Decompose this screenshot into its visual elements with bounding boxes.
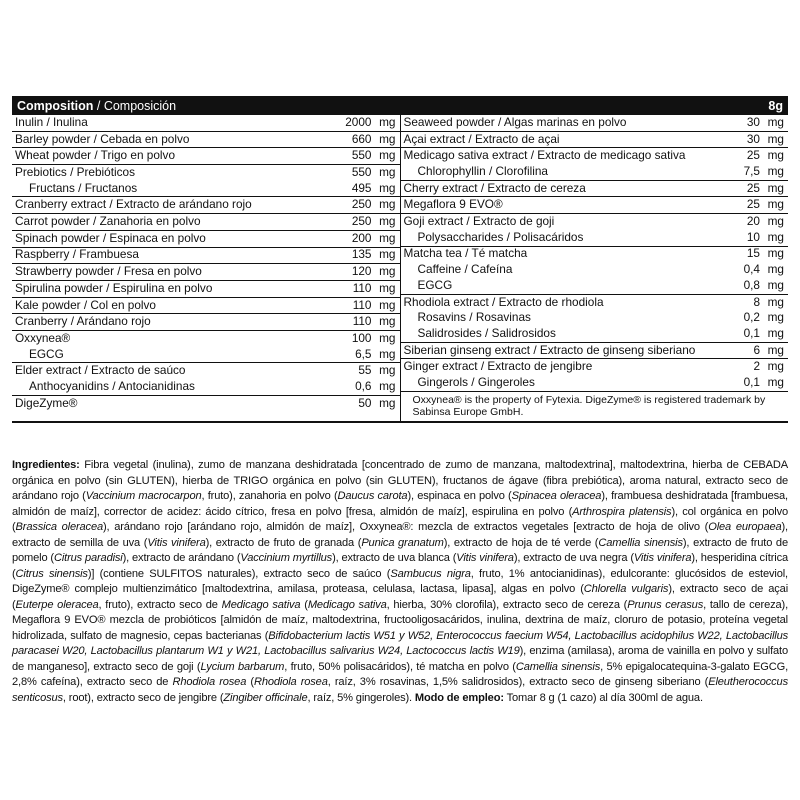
ingredient-name: Inulin / Inulina [15, 114, 88, 129]
ingredient-name: Cranberry extract / Extracto de arándano rojo [15, 197, 252, 212]
amount-value: 550 [351, 148, 372, 163]
amount-unit: mg [379, 131, 396, 146]
ingredient-amount [355, 347, 395, 363]
amount-unit: mg [379, 314, 396, 329]
amount-value: 7,5 [743, 164, 760, 179]
ingredients-segment: ), extracto de uva blanca ( [332, 552, 457, 564]
amount-value: 495 [351, 180, 372, 195]
sub-ingredient-row [12, 347, 400, 363]
amount-value: 0,2 [743, 310, 760, 325]
scientific-name: Camellia sinensis [598, 536, 683, 549]
scientific-name: Citrus paradisi [53, 552, 123, 564]
ingredient-name: Matcha tea / Té matcha [403, 246, 528, 261]
amount-value: 8 [753, 294, 760, 309]
scientific-name: Spinacea oleracea [511, 490, 602, 502]
scientific-name: Vitis vinifera [147, 536, 206, 549]
ingredient-group [12, 115, 400, 132]
ingredient-group [401, 148, 789, 180]
title-es: Composición [103, 98, 177, 113]
ingredient-name: EGCG [29, 346, 64, 361]
ingredient-group [12, 231, 400, 248]
amount-value: 0,1 [743, 374, 760, 389]
ingredient-amount [352, 231, 396, 247]
amount-unit: mg [767, 359, 784, 374]
ingredient-amount [747, 115, 784, 131]
amount-unit: mg [767, 180, 784, 195]
scientific-name: Lycium barbarum [200, 660, 285, 673]
sub-ingredient-row [401, 262, 789, 278]
amount-unit: mg [767, 374, 784, 389]
ingredients-segment: Fibra vegetal (inulina), zumo de manzana deshidratada [concentrado de zumo de manzana, maltodextrina], maltodextrina, hierba de CEBADA orgánica en polvo (sin GLUTEN), hierba de TRIGO orgánica en polvo (sin GLUTEN), fructanos de ágave (fibra prebiótica), aroma natural, extracto seco de arándano rojo ( [12, 459, 788, 502]
ingredient-name: Rosavins / Rosavinas [417, 310, 531, 325]
ingredient-amount [747, 181, 784, 197]
scientific-name: Vitis vinifera [456, 552, 514, 564]
ingredient-amount [744, 326, 784, 342]
ingredients-segment: ), frambuesa deshidratada [frambuesa, almidón de maíz], corrector de acidez: ácido cítrico, fresa en polvo [fresa, almidón de maíz], espirulina en polvo ( [12, 490, 788, 518]
ingredient-name: Cherry extract / Extracto de cereza [403, 180, 586, 195]
amount-value: 30 [746, 114, 760, 129]
ingredient-amount [747, 214, 784, 230]
amount-unit: mg [767, 214, 784, 229]
ingredient-row [401, 132, 789, 148]
ingredient-amount [352, 132, 396, 148]
ingredients-segment: ), extracto de semilla de uva ( [12, 521, 788, 549]
ingredient-row [12, 248, 400, 264]
ingredient-amount [352, 331, 396, 347]
amount-unit: mg [767, 294, 784, 309]
amount-value: 110 [352, 297, 372, 312]
title-en: Composition [17, 98, 94, 113]
ingredients-segment: , raíz, 5% gingeroles). [307, 691, 415, 704]
ingredient-amount [355, 379, 395, 395]
sub-ingredient-row [401, 230, 789, 246]
scientific-name: Citrus sinensis [15, 567, 88, 580]
ingredient-group [12, 165, 400, 197]
amount-unit: mg [379, 330, 396, 345]
scientific-name: Medicago sativa [221, 598, 301, 611]
ingredient-amount [747, 132, 784, 148]
ingredient-name: Açai extract / Extracto de açai [403, 131, 560, 146]
ingredients-segment: , fruto, 50% polisacáridos), té matcha en polvo ( [284, 660, 516, 673]
ingredient-name: Cranberry / Arándano rojo [15, 314, 151, 329]
amount-unit: mg [767, 229, 784, 244]
ingredient-row [401, 214, 789, 230]
ingredient-group [12, 314, 400, 331]
amount-value: 250 [351, 197, 372, 212]
ingredient-row [401, 359, 789, 375]
ingredient-name: Goji extract / Extracto de goji [403, 214, 555, 229]
ingredient-name: Raspberry / Frambuesa [15, 247, 139, 262]
ingredient-group [401, 295, 789, 343]
ingredient-row [12, 331, 400, 347]
ingredient-name: Spirulina powder / Espirulina en polvo [15, 280, 213, 295]
scientific-name: Brassica oleracea [15, 521, 103, 533]
ingredient-amount [352, 214, 396, 230]
amount-value: 250 [351, 214, 372, 229]
amount-value: 6 [753, 342, 760, 357]
amount-value: 110 [352, 280, 372, 295]
ingredient-amount [352, 148, 396, 164]
ingredient-name: Megaflora 9 EVO® [403, 197, 503, 212]
ingredients-segment: )] (contiene SULFITOS naturales), extracto seco de saúco ( [87, 567, 391, 580]
ingredient-amount [747, 197, 784, 213]
ingredient-group [12, 214, 400, 231]
ingredient-group [401, 115, 789, 132]
composition-table [12, 96, 788, 423]
amount-value: 100 [351, 330, 372, 345]
amount-unit: mg [767, 277, 784, 292]
ingredient-group [12, 281, 400, 298]
amount-value: 0,4 [743, 262, 760, 277]
ingredient-row [12, 264, 400, 280]
ingredients-heading: Modo de empleo: [414, 691, 504, 704]
ingredient-amount [345, 115, 395, 131]
ingredient-amount [352, 247, 396, 263]
amount-value: 25 [746, 180, 760, 195]
ingredients-segment: ), extracto de fruto de granada ( [205, 536, 362, 549]
ingredient-name: Medicago sativa extract / Extracto de medicago sativa [403, 148, 686, 163]
amount-unit: mg [379, 230, 396, 245]
scientific-name: Chlorella vulgaris [583, 583, 669, 595]
ingredients-segment: ), enzima (amilasa), aroma de vainilla en polvo y sulfato de manganeso], extracto seco de goji ( [12, 645, 788, 673]
ingredient-name: Gingerols / Gingeroles [417, 374, 535, 389]
ingredient-name: Salidrosides / Salidrosidos [417, 325, 556, 340]
ingredient-row [12, 314, 400, 330]
ingredient-name: Barley powder / Cebada en polvo [15, 131, 190, 146]
ingredient-group [12, 264, 400, 281]
ingredients-segment: ), extracto de hoja de té verde ( [443, 536, 599, 549]
ingredients-heading: Ingredientes: [12, 459, 80, 471]
ingredients-segment: ), extracto seco de açai ( [12, 583, 789, 611]
right-column [401, 115, 789, 421]
ingredient-amount [744, 375, 784, 391]
ingredient-row [12, 281, 400, 297]
scientific-name: Sambucus nigra [390, 567, 471, 580]
sub-ingredient-row [401, 326, 789, 342]
amount-value: 120 [351, 264, 372, 279]
ingredient-amount [744, 262, 784, 278]
ingredients-segment: ), hesperidina cítrica ( [12, 552, 788, 580]
scientific-name: Arthrospira platensis [572, 505, 672, 518]
scientific-name: Eleutherococcus senticosus [12, 676, 788, 704]
ingredient-row [12, 197, 400, 213]
ingredient-name: Polysaccharides / Polisacáridos [417, 229, 584, 244]
amount-value: 30 [746, 131, 760, 146]
ingredients-segment: , root), extracto seco de jengibre ( [62, 691, 224, 704]
amount-unit: mg [767, 342, 784, 357]
amount-unit: mg [379, 197, 396, 212]
ingredient-name: DigeZyme® [15, 395, 78, 410]
amount-unit: mg [767, 246, 784, 261]
amount-unit: mg [379, 395, 396, 410]
amount-unit: mg [767, 310, 784, 325]
ingredients-segment: , fruto), zanahoria en polvo ( [201, 490, 338, 502]
ingredient-name: Kale powder / Col en polvo [15, 297, 156, 312]
ingredient-row [12, 396, 400, 412]
amount-unit: mg [767, 164, 784, 179]
amount-value: 110 [352, 314, 372, 329]
amount-value: 660 [351, 131, 372, 146]
ingredient-amount [352, 197, 396, 213]
amount-unit: mg [379, 346, 396, 361]
ingredient-name: Oxxynea® [15, 330, 71, 345]
table-header [12, 96, 788, 115]
amount-value: 20 [746, 214, 760, 229]
amount-unit: mg [767, 114, 784, 129]
ingredient-group [12, 197, 400, 214]
scientific-name: Vitis vinifera [633, 552, 692, 564]
ingredients-segment: , raíz, 3% rosavinas, 1,5% salidrosidos), extracto seco de ginseng siberiano ( [327, 676, 709, 688]
ingredient-group [401, 247, 789, 295]
ingredient-row [12, 132, 400, 148]
ingredient-group [401, 132, 789, 149]
amount-unit: mg [379, 247, 396, 262]
ingredient-row [12, 214, 400, 230]
sub-ingredient-row [12, 379, 400, 395]
sub-ingredient-row [401, 310, 789, 326]
ingredient-group [12, 298, 400, 315]
amount-value: 2 [753, 359, 760, 374]
amount-unit: mg [379, 114, 396, 129]
scientific-name: Rhodiola rosea [172, 676, 247, 688]
ingredient-row [12, 298, 400, 314]
ingredient-amount [753, 343, 784, 359]
ingredient-name: Anthocyanidins / Antocianidinas [29, 378, 195, 393]
amount-unit: mg [767, 131, 784, 146]
ingredient-name: Carrot powder / Zanahoria en polvo [15, 214, 201, 229]
ingredients-segment: ), arándano rojo [arándano rojo, almidón de maíz], Oxxynea®: mezcla de extractos vegetales [extracto de hoja de olivo ( [103, 521, 709, 533]
ingredients-segment: ), extracto de fruto de pomelo ( [12, 536, 788, 564]
serving-size: 8g [768, 98, 783, 113]
amount-value: 50 [358, 395, 372, 410]
ingredient-amount [747, 246, 784, 262]
amount-unit: mg [379, 363, 396, 378]
amount-value: 55 [358, 363, 372, 378]
ingredient-name: Caffeine / Cafeína [417, 262, 513, 277]
ingredient-row [12, 165, 400, 181]
ingredients-segment: , 5% epigalocatequina-3-galato EGCG, 2,8% cafeína), extracto seco de [12, 660, 788, 688]
amount-value: 10 [746, 229, 760, 244]
ingredient-row [401, 181, 789, 197]
ingredient-name: Prebiotics / Prebióticos [15, 165, 135, 180]
ingredients-segment: Tomar 8 g (1 cazo) al día 300ml de agua. [503, 691, 703, 704]
ingredient-row [12, 363, 400, 379]
ingredient-row [401, 247, 789, 263]
title-separator: / [93, 98, 104, 113]
sub-ingredient-row [401, 278, 789, 294]
ingredient-group [12, 331, 400, 363]
amount-unit: mg [379, 180, 396, 195]
ingredient-row [401, 197, 789, 213]
scientific-name: Camellia sinensis [515, 660, 601, 673]
ingredients-text [12, 458, 788, 706]
ingredient-group [401, 359, 789, 391]
amount-unit: mg [379, 280, 396, 295]
scientific-name: Bifidobacterium lactis W51 y W52, Enterococcus faecium W54, Lactobacillus acidophilus W22, Lactobacillus paracasei W20, Lactobacillus plantarum W1 y W21, Lactobacillus salivarius W24, Lactococcus lactis W19 [12, 629, 789, 657]
amount-value: 200 [351, 230, 372, 245]
ingredient-name: Spinach powder / Espinaca en polvo [15, 230, 206, 245]
table-title [17, 99, 176, 113]
left-column [12, 115, 401, 421]
ingredient-amount [353, 281, 396, 297]
ingredient-amount [753, 295, 784, 311]
ingredient-name: Seaweed powder / Algas marinas en polvo [403, 114, 627, 129]
ingredient-amount [358, 363, 395, 379]
amount-unit: mg [379, 148, 396, 163]
ingredient-group [12, 132, 400, 149]
ingredient-name: Chlorophyllin / Clorofilina [417, 164, 548, 179]
amount-value: 0,8 [743, 277, 760, 292]
amount-value: 2000 [345, 114, 372, 129]
scientific-name: Medicago sativa [307, 598, 387, 611]
ingredient-group [401, 181, 789, 198]
ingredient-group [12, 363, 400, 395]
amount-value: 135 [351, 247, 372, 262]
ingredients-segment: ), col orgánica en polvo ( [12, 505, 788, 533]
amount-unit: mg [379, 297, 396, 312]
ingredients-segment: ( [300, 598, 308, 611]
scientific-name: Daucus carota [337, 490, 408, 502]
amount-unit: mg [379, 165, 396, 180]
table-body [12, 115, 788, 423]
scientific-name: Vaccinium myrtillus [240, 552, 333, 564]
ingredients-segment: ), extracto de uva negra ( [513, 552, 634, 564]
ingredient-row [12, 115, 400, 131]
ingredient-group [401, 197, 789, 214]
scientific-name: Olea europaea [708, 521, 782, 533]
amount-unit: mg [767, 325, 784, 340]
ingredients-segment: , fruto), extracto seco de [98, 598, 222, 611]
amount-value: 550 [351, 165, 372, 180]
amount-unit: mg [379, 264, 396, 279]
amount-unit: mg [379, 214, 396, 229]
ingredients-segment: ( [246, 676, 254, 688]
ingredient-amount [353, 314, 396, 330]
ingredient-group [12, 148, 400, 165]
ingredients-segment: ), espinaca en polvo ( [407, 490, 512, 502]
ingredient-row [401, 295, 789, 311]
amount-value: 25 [746, 197, 760, 212]
ingredient-group [401, 214, 789, 246]
ingredient-name: Ginger extract / Extracto de jengibre [403, 359, 593, 374]
ingredient-name: Rhodiola extract / Extracto de rhodiola [403, 294, 604, 309]
ingredient-name: Siberian ginseng extract / Extracto de ginseng siberiano [403, 342, 696, 357]
sub-ingredient-row [12, 181, 400, 197]
ingredient-row [12, 231, 400, 247]
scientific-name: Rhodiola rosea [253, 676, 328, 688]
amount-value: 0,6 [355, 378, 372, 393]
ingredient-name: Wheat powder / Trigo en polvo [15, 148, 176, 163]
scientific-name: Euterpe oleracea [15, 598, 99, 611]
ingredient-group [401, 343, 789, 360]
ingredient-amount [747, 230, 784, 246]
ingredient-row [12, 148, 400, 164]
amount-unit: mg [767, 262, 784, 277]
ingredients-segment: ), extracto de arándano ( [122, 552, 241, 564]
ingredients-segment: , hierba, 30% clorofila), extracto seco de cereza ( [386, 598, 628, 611]
amount-unit: mg [767, 148, 784, 163]
ingredient-name: Elder extract / Extracto de saúco [15, 363, 186, 378]
ingredient-group [12, 396, 400, 412]
amount-unit: mg [379, 378, 396, 393]
scientific-name: Prunus cerasus [627, 598, 704, 611]
amount-unit: mg [767, 197, 784, 212]
ingredient-name: Fructans / Fructanos [29, 180, 138, 195]
ingredient-amount [352, 165, 396, 181]
ingredients-segment: , fruto, 1% antocianidinas), edulcorante: glucósidos de esteviol, DigeZyme® complejo multienzimático [maltodextrina, amilasa, proteasa, celulasa, lactasa, lipasa], algas en polvo ( [12, 567, 788, 595]
trademark-note: Oxxynea® is the property of Fytexia. DigeZyme® is registered trademark by Sabinsa Europe GmbH. [412, 393, 766, 419]
ingredient-amount [744, 164, 784, 180]
sub-ingredient-row [401, 375, 789, 391]
ingredient-row [401, 115, 789, 131]
ingredient-row [401, 343, 789, 359]
ingredient-row [401, 148, 789, 164]
amount-value: 25 [746, 148, 760, 163]
sub-ingredient-row [401, 164, 789, 180]
ingredients-segment: , tallo de cereza), Megaflora 9 EVO® mezcla de probióticos [almidón de maíz, maltodextrina, fructooligosacáridos, inulina, dextrina de maíz, cloruro de potasio, proteína vegetal hidrolizada, sulfato de magnesio, cepas bacterianas ( [12, 598, 789, 642]
scientific-name: Punica granatum [361, 536, 444, 549]
ingredient-amount [744, 278, 784, 294]
ingredient-amount [353, 298, 396, 314]
ingredient-group [12, 248, 400, 265]
ingredient-amount [753, 359, 784, 375]
ingredient-name: Strawberry powder / Fresa en polvo [15, 264, 202, 279]
ingredient-amount [747, 148, 784, 164]
ingredient-amount [358, 396, 395, 412]
ingredient-amount [744, 310, 784, 326]
ingredient-amount [352, 264, 396, 280]
amount-value: 0,1 [743, 325, 760, 340]
amount-value: 6,5 [355, 346, 372, 361]
ingredient-name: EGCG [417, 277, 453, 292]
scientific-name: Zingiber officinale [223, 691, 308, 704]
ingredient-amount [352, 181, 396, 197]
scientific-name: Vaccinium macrocarpon [85, 490, 202, 502]
amount-value: 15 [746, 246, 760, 261]
